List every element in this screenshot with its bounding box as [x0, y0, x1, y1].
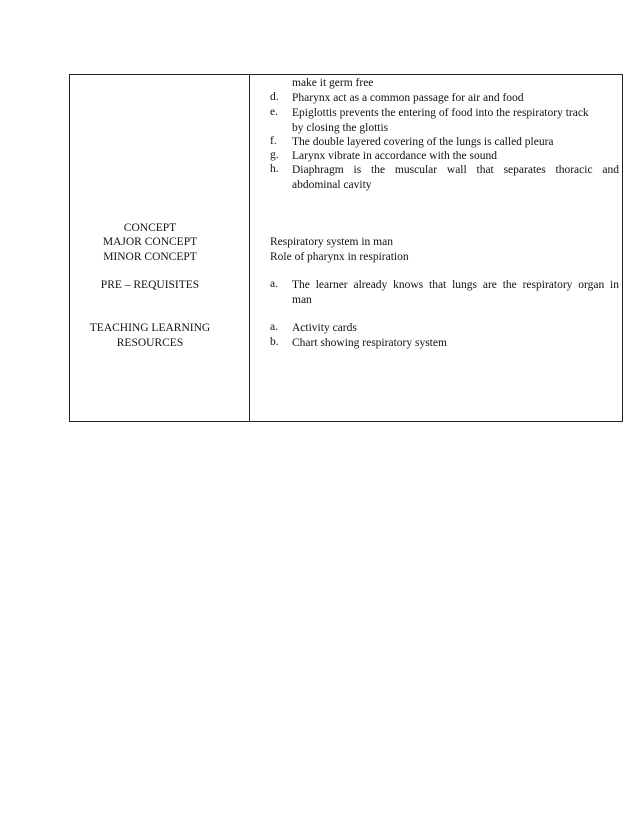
list-marker: h. [270, 163, 279, 175]
column-divider [249, 75, 250, 421]
list-marker: a. [270, 321, 278, 333]
major-concept-value: Respiratory system in man [270, 236, 393, 248]
resources-label-line1: TEACHING LEARNING [89, 322, 211, 334]
fact-text-line1: Diaphragm is the muscular wall that separates thoracic and [292, 164, 619, 176]
fact-text: Larynx vibrate in accordance with the sound [292, 150, 498, 162]
list-marker: e. [270, 106, 278, 118]
lesson-plan-table [69, 74, 623, 422]
list-marker: a. [270, 278, 278, 290]
concept-label: CONCEPT [123, 222, 177, 234]
resource-item-a [270, 321, 619, 335]
fact-item-f [270, 135, 619, 149]
pre-requisite-text-line1: The learner already knows that lungs are the respiratory organ in [292, 279, 619, 291]
fact-text: The double layered covering of the lungs is called pleura [292, 136, 554, 148]
continuation-text: make it germ free [292, 77, 374, 89]
list-marker: b. [270, 336, 279, 348]
list-marker: g. [270, 149, 279, 161]
resources-label-line2: RESOURCES [116, 337, 184, 349]
minor-concept-value: Role of pharynx in respiration [270, 251, 409, 263]
resource-text: Activity cards [292, 322, 357, 334]
resource-text: Chart showing respiratory system [292, 337, 447, 349]
fact-text: Pharynx act as a common passage for air and food [292, 92, 524, 104]
pre-requisites-label: PRE – REQUISITES [100, 279, 200, 291]
pre-requisite-text-line2: man [292, 293, 312, 306]
fact-item-e [270, 106, 619, 135]
fact-text-line2: abdominal cavity [292, 178, 372, 191]
list-marker: d. [270, 91, 279, 103]
fact-item-g [270, 149, 619, 163]
fact-text-line2: by closing the glottis [292, 121, 389, 134]
pre-requisite-item-a [270, 278, 619, 307]
fact-item-d [270, 91, 619, 105]
major-concept-label: MAJOR CONCEPT [102, 236, 198, 248]
fact-text-line1: Epiglottis prevents the entering of food into the respiratory track [292, 107, 589, 119]
list-marker: f. [270, 135, 277, 147]
resource-item-b [270, 336, 619, 350]
fact-item-h [270, 163, 619, 192]
minor-concept-label: MINOR CONCEPT [103, 251, 197, 263]
